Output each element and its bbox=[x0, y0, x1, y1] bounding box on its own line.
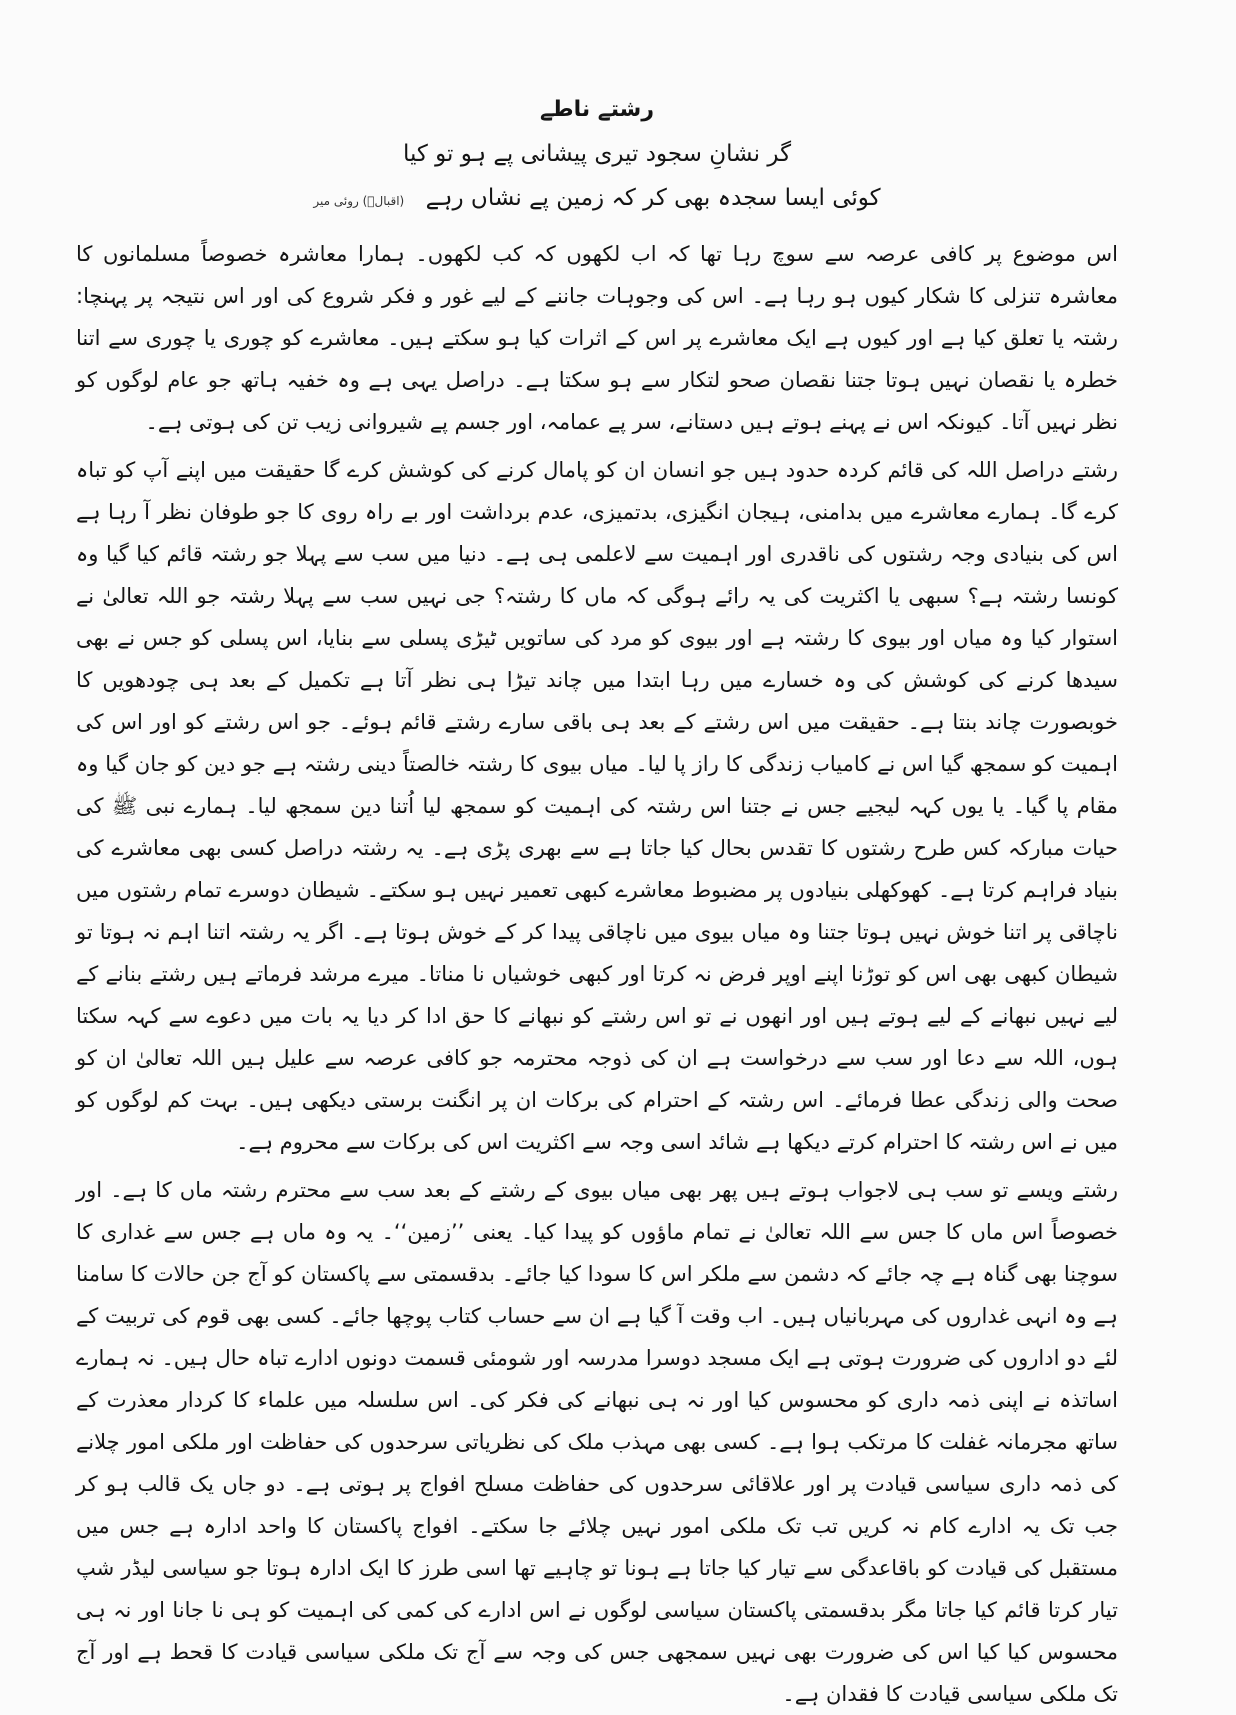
article-body bbox=[76, 233, 1118, 1715]
paragraph: رشتے ویسے تو سب ہی لاجواب ہوتے ہیں پھر بھی میاں بیوی کے رشتے کے بعد سب سے محترم رشتہ ماں کا ہے۔ اور خصوصاً اس ماں کا جس سے اللہ تعالیٰ نے تمام ماؤوں کو پیدا کیا۔ یعنی ’’زمین‘‘۔ یہ وہ ماں ہے جس سے غداری کا سوچنا بھی گناہ ہے چہ جائے کہ دشمن سے ملکر اس کا سودا کیا جائے۔ بدقسمتی سے پاکستان کو آج جن حالات کا سامنا ہے وہ انہی غداروں کی مہربانیاں ہیں۔ اب وقت آ گیا ہے ان سے حساب کتاب پوچھا جائے۔ کسی بھی قوم کی تربیت کے لئے دو اداروں کی ضرورت ہوتی ہے ایک مسجد دوسرا مدرسہ اور شومئی قسمت دونوں ادارے تباہ حال ہیں۔ نہ ہمارے اساتذہ نے اپنی ذمہ داری کو محسوس کیا اور نہ ہی نبھانے کی فکر کی۔ اس سلسلہ میں علماء کا کردار معذرت کے ساتھ مجرمانہ غفلت کا مرتکب ہوا ہے۔ کسی بھی مہذب ملک کی نظریاتی سرحدوں کی حفاظت اور ملکی امور چلانے کی ذمہ داری سیاسی قیادت پر اور علاقائی سرحدوں کی حفاظت مسلح افواج پر ہوتی ہے۔ دو جاں یک قالب ہو کر جب تک یہ ادارے کام نہ کریں تب تک ملکی امور نہیں چلائے جا سکتے۔ افواج پاکستان کا واحد ادارہ ہے جس میں مستقبل کی قیادت کو باقاعدگی سے تیار کیا جاتا ہے ہونا تو چاہیے تھا اسی طرز کا ایک ادارہ ہوتا جو سیاسی لیڈر شپ تیار کرتا قائم کیا جاتا مگر بدقسمتی پاکستان سیاسی لوگوں نے اس ادارے کی کمی کی اہمیت کو ہی نا جانا اور نہ ہی محسوس کیا کیا اس کی ضرورت بھی نہیں سمجھی جس کی وجہ سے آج تک ملکی سیاسی قیادت کا قحط ہے اور آج تک ملکی سیاسی قیادت کا فقدان ہے۔ bbox=[76, 1178, 1118, 1706]
paragraph: رشتے دراصل اللہ کی قائم کردہ حدود ہیں جو انسان ان کو پامال کرنے کی کوشش کرے گا حقیقت میں اپنے آپ کو تباہ کرے گا۔ ہمارے معاشرے میں بدامنی، ہیجان انگیزی، بدتمیزی، عدم برداشت اور بے راہ روی کا جو طوفان نظر آ رہا ہے اس کی بنیادی وجہ رشتوں کی ناقدری اور اہمیت سے لاعلمی ہی ہے۔ دنیا میں سب سے پہلا جو رشتہ قائم کیا گیا وہ کونسا رشتہ ہے؟ سبھی یا اکثریت کی یہ رائے ہوگی کہ ماں کا رشتہ؟ جی نہیں سب سے پہلا رشتہ جو اللہ تعالیٰ نے استوار کیا وہ میاں اور بیوی کا رشتہ ہے اور بیوی کو مرد کی ساتویں ٹیڑی پسلی سے بنایا، اس پسلی کو جس نے بھی سیدھا کرنے کی کوشش کی وہ خسارے میں رہا ابتدا میں چاند تیڑا ہی نظر آتا ہے تکمیل کے بعد ہی چودھویں کا خوبصورت چاند بنتا ہے۔ حقیقت میں اس رشتے کے بعد ہی باقی سارے رشتے قائم ہوئے۔ جو اس رشتے کو اور اس کی اہمیت کو سمجھ گیا اس نے کامیاب زندگی کا راز پا لیا۔ میاں بیوی کا رشتہ خالصتاً دینی رشتہ ہے جو دین کو جان گیا وہ مقام پا گیا۔ یا یوں کہہ لیجیے جس نے جتنا اس رشتہ کی اہمیت کو سمجھ لیا اُتنا دین سمجھ لیا۔ ہمارے نبی ﷺ کی حیات مبارکہ کس طرح رشتوں کا تقدس بحال کیا جاتا ہے سے بھری پڑی ہے۔ یہ رشتہ دراصل کسی بھی معاشرے کی بنیاد فراہم کرتا ہے۔ کھوکھلی بنیادوں پر مضبوط معاشرے کبھی تعمیر نہیں ہو سکتے۔ شیطان دوسرے تمام رشتوں میں ناچاقی پر اتنا خوش نہیں ہوتا جتنا وہ میاں بیوی میں ناچاقی پیدا کر کے خوش ہوتا ہے۔ اگر یہ رشتہ اتنا اہم نہ ہوتا تو شیطان کبھی بھی اس کو توڑنا اپنے اوپر فرض نہ کرتا اور کبھی خوشیاں نا مناتا۔ میرے مرشد فرماتے ہیں رشتے بنانے کے لیے نہیں نبھانے کے لیے ہوتے ہیں اور انھوں نے تو اس رشتے کو نبھانے کا حق ادا کر دیا یہ بات میں دعوے سے کہہ سکتا ہوں، اللہ سے دعا اور سب سے درخواست ہے ان کی ذوجہ محترمہ جو کافی عرصہ سے علیل ہیں اللہ تعالیٰ ان کو صحت والی زندگی عطا فرمائے۔ اس رشتہ کے احترام کی برکات ان پر انگنت برستی دیکھی ہیں۔ بہت کم لوگوں کو میں نے اس رشتہ کا احترام کرتے دیکھا ہے شائد اسی وجہ سے اکثریت اس کی برکات سے محروم ہے۔ bbox=[76, 458, 1118, 1154]
couplet-attribution: (اقبالؒ) روئی میر bbox=[313, 194, 405, 208]
paragraph: اس موضوع پر کافی عرصہ سے سوچ رہا تھا کہ اب لکھوں کہ کب لکھوں۔ ہمارا معاشرہ خصوصاً مسلمانوں کا معاشرہ تنزلی کا شکار کیوں ہو رہا ہے۔ اس کی وجوہات جاننے کے لیے غور و فکر شروع کی اور اس نتیجہ پر پہنچا: رشتہ یا تعلق کیا ہے اور کیوں ہے ایک معاشرے پر اس کے اثرات کیا ہو سکتے ہیں۔ معاشرے کو چوری یا چوری سے اتنا خطرہ یا نقصان نہیں ہوتا جتنا نقصان صحو لتکار سے ہو سکتا ہے۔ دراصل یہی ہے وہ خفیہ ہاتھ جو عام لوگوں کو نظر نہیں آتا۔ کیونکہ اس نے پہنے ہوتے ہیں دستانے، سر پے عمامہ، اور جسم پے شیروانی زیب تن کی ہوتی ہے۔ bbox=[76, 242, 1118, 434]
couplet-line-2 bbox=[76, 176, 1118, 223]
couplet-line-1: گر نشانِ سجود تیری پیشانی پے ہو تو کیا bbox=[402, 141, 792, 167]
couplet-line-2-text: کوئی ایسا سجدہ بھی کر کہ زمین پے نشاں رہے bbox=[425, 185, 881, 211]
document-title: رشتے ناطے bbox=[540, 97, 654, 122]
